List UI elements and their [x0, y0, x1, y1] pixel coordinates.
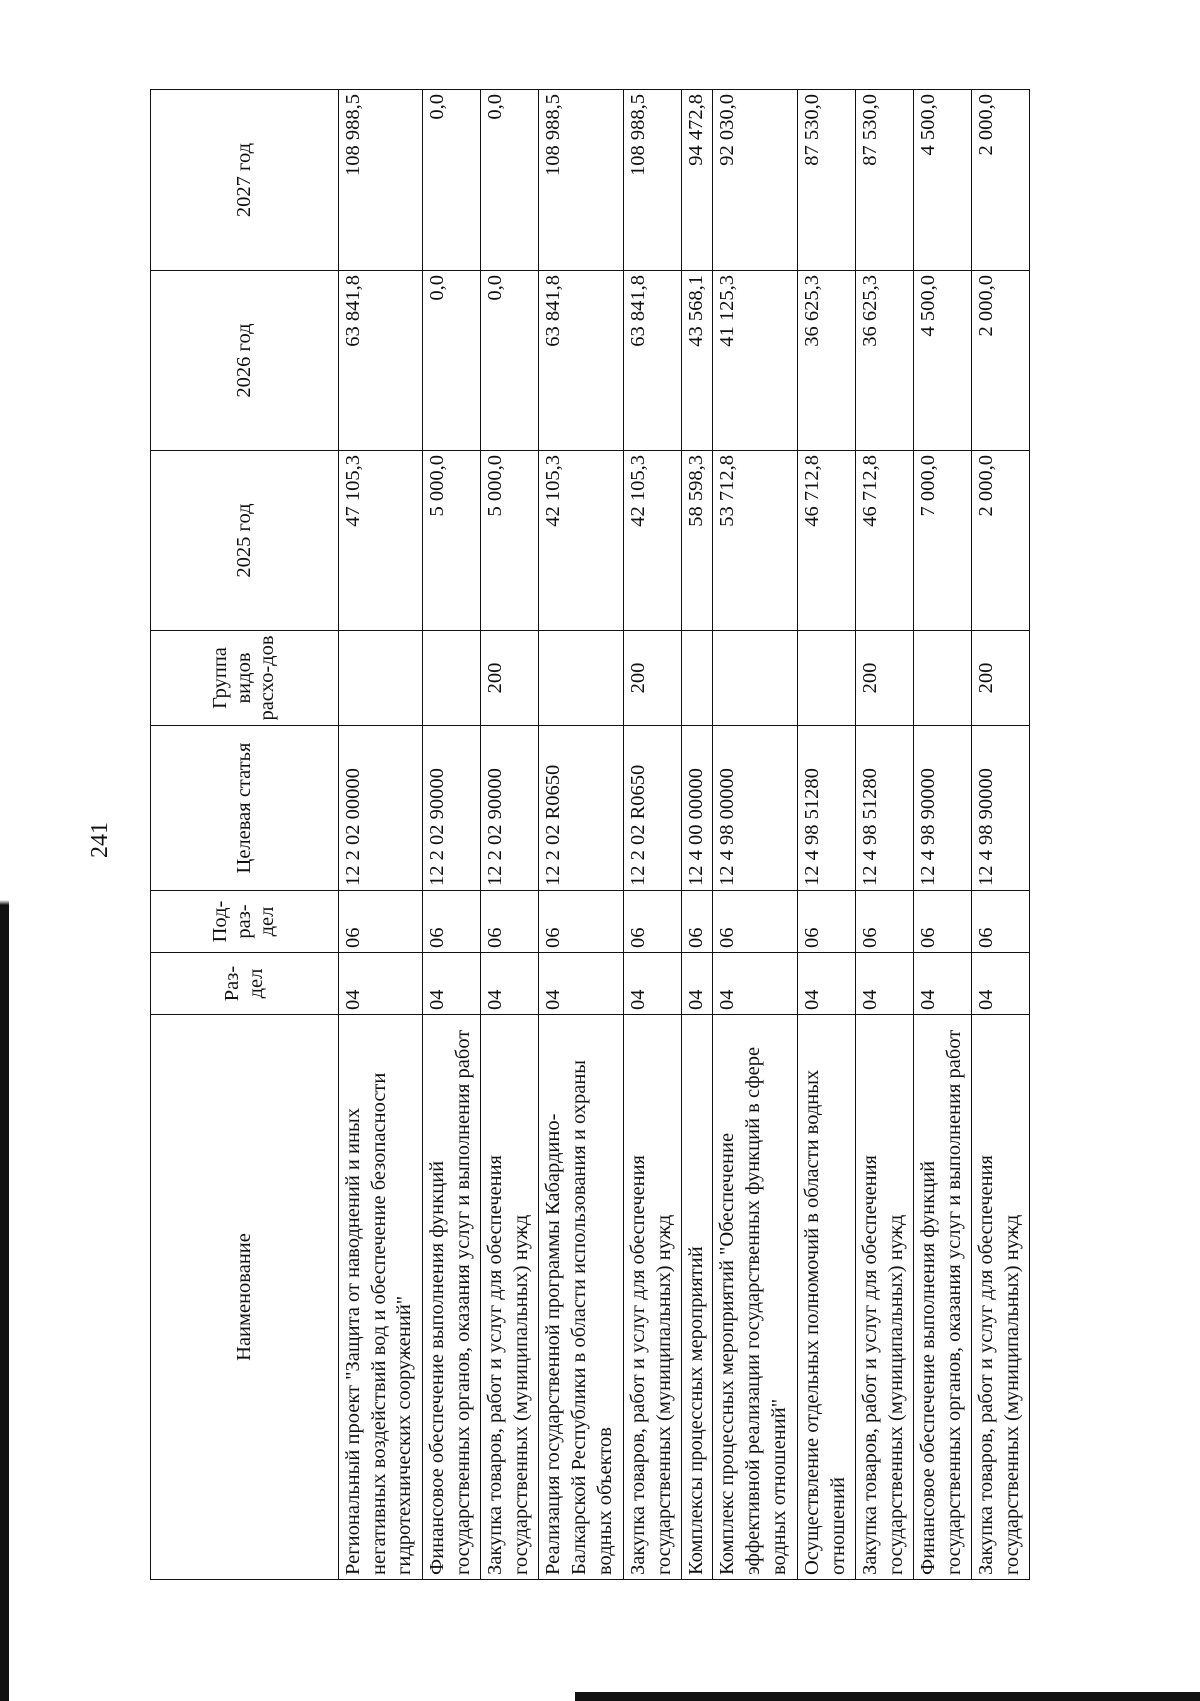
table-row [681, 90, 713, 1580]
row-2026: 63 841,8 [539, 271, 623, 451]
budget-table [150, 89, 1030, 1580]
row-group [713, 631, 797, 726]
row-2026: 0,0 [423, 271, 481, 451]
row-2027: 0,0 [481, 90, 539, 271]
row-name: Комплексы процессных мероприятий [681, 1015, 713, 1580]
row-group: 200 [855, 631, 913, 726]
row-2026: 36 625,3 [855, 271, 913, 451]
row-target: 12 2 02 90000 [423, 726, 481, 891]
table-row [713, 90, 797, 1580]
row-2025: 53 712,8 [713, 451, 797, 631]
row-target: 12 4 98 90000 [913, 726, 971, 891]
row-2027: 108 988,5 [623, 90, 681, 271]
row-target: 12 2 02 R0650 [623, 726, 681, 891]
row-section: 04 [797, 953, 855, 1015]
row-group [681, 631, 713, 726]
row-2026: 2 000,0 [971, 271, 1029, 451]
row-target: 12 4 98 00000 [713, 726, 797, 891]
table-row [797, 90, 855, 1580]
row-2025: 42 105,3 [623, 451, 681, 631]
row-target: 12 4 98 51280 [855, 726, 913, 891]
row-subsection: 06 [539, 891, 623, 953]
row-section: 04 [855, 953, 913, 1015]
row-2026: 63 841,8 [623, 271, 681, 451]
row-2027: 87 530,0 [797, 90, 855, 271]
row-2027: 0,0 [423, 90, 481, 271]
row-section: 04 [971, 953, 1029, 1015]
row-2025: 5 000,0 [481, 451, 539, 631]
row-2027: 108 988,5 [539, 90, 623, 271]
table-row [855, 90, 913, 1580]
scan-edge-left [0, 0, 9, 1701]
row-2025: 7 000,0 [913, 451, 971, 631]
row-group [423, 631, 481, 726]
rotated-table-container [150, 90, 1030, 1580]
row-section: 04 [481, 953, 539, 1015]
row-name: Региональный проект "Защита от наводнений и иных негативных воздействий вод и обеспечение безопасности гидротехнических сооружений" [339, 1015, 423, 1580]
table-row [539, 90, 623, 1580]
row-subsection: 06 [681, 891, 713, 953]
row-name: Закупка товаров, работ и услуг для обеспечения государственных (муниципальных) нужд [481, 1015, 539, 1580]
row-section: 04 [681, 953, 713, 1015]
row-section: 04 [423, 953, 481, 1015]
row-target: 12 2 02 90000 [481, 726, 539, 891]
row-section: 04 [539, 953, 623, 1015]
header-subsection: Под-раз-дел [151, 891, 339, 953]
row-name: Реализация государственной программы Кабардино-Балкарской Республики в области использования и охраны водных объектов [539, 1015, 623, 1580]
header-2025: 2025 год [151, 451, 339, 631]
row-name: Закупка товаров, работ и услуг для обеспечения государственных (муниципальных) нужд [623, 1015, 681, 1580]
row-subsection: 06 [623, 891, 681, 953]
row-section: 04 [623, 953, 681, 1015]
row-subsection: 06 [797, 891, 855, 953]
header-2027: 2027 год [151, 90, 339, 271]
row-2027: 2 000,0 [971, 90, 1029, 271]
row-subsection: 06 [913, 891, 971, 953]
header-target: Целевая статья [151, 726, 339, 891]
row-subsection: 06 [971, 891, 1029, 953]
row-subsection: 06 [423, 891, 481, 953]
row-subsection: 06 [855, 891, 913, 953]
row-target: 12 4 00 00000 [681, 726, 713, 891]
row-target: 12 4 98 90000 [971, 726, 1029, 891]
row-2025: 5 000,0 [423, 451, 481, 631]
row-group [913, 631, 971, 726]
row-group: 200 [971, 631, 1029, 726]
row-name: Финансовое обеспечение выполнения функций государственных органов, оказания услуг и выполнения работ [913, 1015, 971, 1580]
row-2026: 36 625,3 [797, 271, 855, 451]
table-row [913, 90, 971, 1580]
table-row [481, 90, 539, 1580]
row-2026: 63 841,8 [339, 271, 423, 451]
row-2027: 94 472,8 [681, 90, 713, 271]
row-subsection: 06 [713, 891, 797, 953]
table-row [423, 90, 481, 1580]
page-number: 241 [87, 822, 113, 858]
row-2027: 108 988,5 [339, 90, 423, 271]
header-section: Раз-дел [151, 953, 339, 1015]
row-group: 200 [623, 631, 681, 726]
row-group [797, 631, 855, 726]
row-2025: 47 105,3 [339, 451, 423, 631]
row-target: 12 2 02 R0650 [539, 726, 623, 891]
row-2025: 2 000,0 [971, 451, 1029, 631]
row-2026: 43 568,1 [681, 271, 713, 451]
header-2026: 2026 год [151, 271, 339, 451]
row-name: Финансовое обеспечение выполнения функций государственных органов, оказания услуг и выполнения работ [423, 1015, 481, 1580]
row-2027: 4 500,0 [913, 90, 971, 271]
row-group: 200 [481, 631, 539, 726]
row-subsection: 06 [339, 891, 423, 953]
row-name: Комплекс процессных мероприятий "Обеспечение эффективной реализации государственных функций в сфере водных отношений" [713, 1015, 797, 1580]
row-group [339, 631, 423, 726]
row-target: 12 4 98 51280 [797, 726, 855, 891]
table-row [339, 90, 423, 1580]
row-2026: 41 125,3 [713, 271, 797, 451]
row-name: Закупка товаров, работ и услуг для обеспечения государственных (муниципальных) нужд [971, 1015, 1029, 1580]
header-row [151, 90, 339, 1580]
table-row [971, 90, 1029, 1580]
table-row [623, 90, 681, 1580]
row-2027: 87 530,0 [855, 90, 913, 271]
row-2025: 46 712,8 [855, 451, 913, 631]
row-2025: 58 598,3 [681, 451, 713, 631]
row-2026: 4 500,0 [913, 271, 971, 451]
row-2026: 0,0 [481, 271, 539, 451]
row-section: 04 [913, 953, 971, 1015]
row-name: Осуществление отдельных полномочий в области водных отношений [797, 1015, 855, 1580]
header-group: Группа видов расхо-дов [151, 631, 339, 726]
row-2025: 42 105,3 [539, 451, 623, 631]
header-name: Наименование [151, 1015, 339, 1580]
row-2025: 46 712,8 [797, 451, 855, 631]
row-section: 04 [339, 953, 423, 1015]
row-section: 04 [713, 953, 797, 1015]
row-target: 12 2 02 00000 [339, 726, 423, 891]
scan-edge-bottom [575, 1692, 1200, 1701]
row-2027: 92 030,0 [713, 90, 797, 271]
row-group [539, 631, 623, 726]
row-name: Закупка товаров, работ и услуг для обеспечения государственных (муниципальных) нужд [855, 1015, 913, 1580]
row-subsection: 06 [481, 891, 539, 953]
